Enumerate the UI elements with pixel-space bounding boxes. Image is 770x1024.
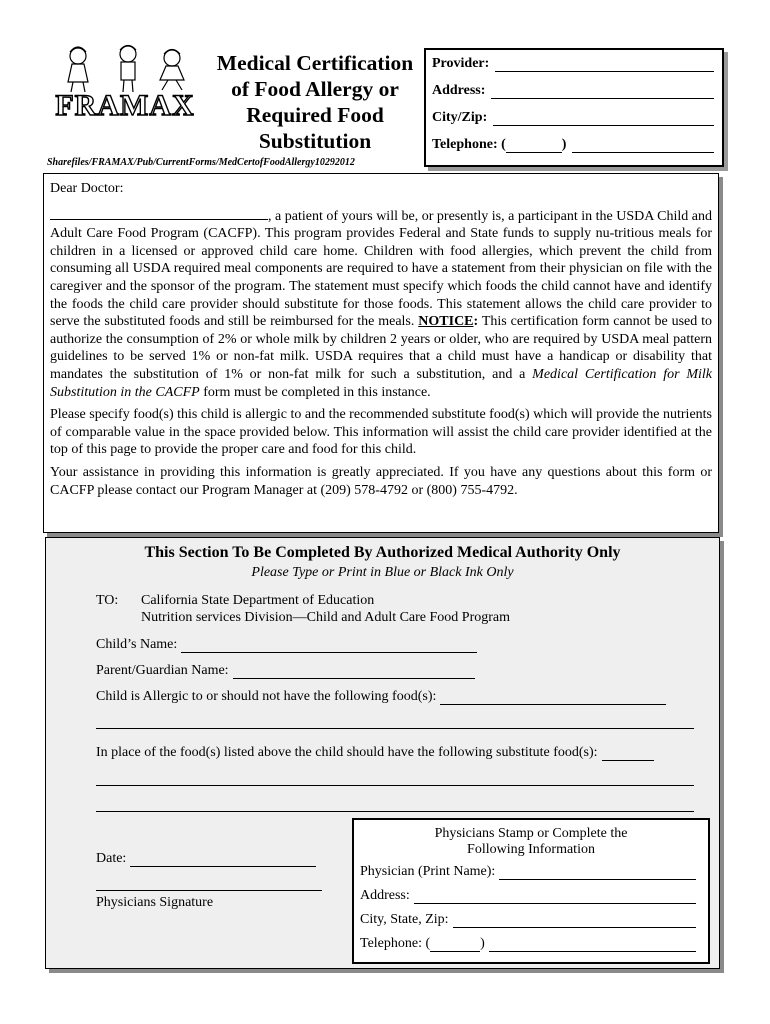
substitute-foods-line-2[interactable]	[96, 785, 694, 786]
provider-info-box	[424, 48, 724, 167]
letter-paragraph-1: , a patient of yours will be, or presently is, a participant in the USDA Child and Adult Care Food Program (CACFP). This program provides Federal and State funds to supply nu-tritious meals for children in a licensed or approved child care home. Children with food allergies, which prevent the child from consuming all USDA required meal components are required to have a statement from their physician on file with the caregiver and the sponsor of the program. The statement must specify which foods the child cannot have and identify the foods the child care provider should substitute for those foods. This statement allows the child care provider to serve the substituted foods and still be reimbursed for the meals. NOTICE: This certification form cannot be used to authorize the consumption of 2% or whole milk by children 2 years or older, who are required by USDA meal pattern guidelines to be served 1% or non-fat milk. USDA requires that a child must have a handicap or disability that mandates the substitution of 1% or non-fat milk for such a substitution, and a Medical Certification for Milk Substitution in the CACFP form must be completed in this instance.	[50, 208, 713, 400]
child-name-field[interactable]: Child’s Name:	[96, 637, 477, 653]
letter-paragraph-2: Please specify food(s) this child is allergic to and the recommended substitute food(s) which will provide the nutrients of comparable value in the space provided below. This information will assist the child care provider identified at the top of this page to provide the proper care and food for this child.	[50, 407, 712, 458]
letter-paragraph-3: Your assistance in providing this information is greatly appreciated. If you have any questions about this form or CACFP please contact our Program Manager at (209) 578-4792 or (800) 755-4792.	[50, 464, 712, 498]
form-title: Medical Certification of Food Allergy or Required Food Substitution	[216, 51, 414, 153]
greeting: Dear Doctor:	[50, 181, 124, 196]
date-field[interactable]: Date:	[96, 851, 316, 867]
physician-address-field[interactable]: Address:	[360, 888, 696, 904]
address-field[interactable]: Address:	[432, 83, 714, 99]
to-line-2: Nutrition services Division—Child and Adult Care Food Program	[141, 610, 511, 625]
allergic-foods-field[interactable]: Child is Allergic to or should not have the following food(s):	[96, 689, 666, 705]
physician-stamp-box	[352, 818, 710, 964]
patient-name-blank[interactable]	[50, 207, 268, 220]
section-subtitle: Please Type or Print in Blue or Black Ink Only	[251, 565, 514, 580]
signature-label: Physicians Signature	[96, 895, 214, 910]
physician-city-field[interactable]: City, State, Zip:	[360, 912, 696, 928]
section-title: This Section To Be Completed By Authorized Medical Authority Only	[144, 544, 621, 561]
notice-label: NOTICE	[418, 314, 474, 330]
parent-name-field[interactable]: Parent/Guardian Name:	[96, 663, 475, 679]
telephone-field[interactable]: Telephone: ( )	[432, 137, 714, 153]
substitute-foods-line-3[interactable]	[96, 811, 694, 812]
svg-text:FRAMAX: FRAMAX	[55, 89, 195, 122]
to-line-1: California State Department of Education	[141, 593, 375, 608]
to-label: TO:	[96, 593, 119, 608]
signature-line[interactable]	[96, 890, 322, 891]
allergic-foods-line-2[interactable]	[96, 728, 694, 729]
provider-field[interactable]: Provider:	[432, 56, 714, 72]
physician-telephone-field[interactable]: Telephone: ( )	[360, 936, 696, 952]
substitute-foods-field[interactable]: In place of the food(s) listed above the child should have the following substitute food(s):	[96, 745, 654, 761]
cityzip-field[interactable]: City/Zip:	[432, 110, 714, 126]
children-illustration-icon	[50, 42, 200, 122]
doctor-letter	[43, 173, 719, 533]
framax-logo	[50, 42, 200, 122]
physician-box-title: Physicians Stamp or Complete the Following Information	[434, 826, 628, 857]
physician-name-field[interactable]: Physician (Print Name):	[360, 864, 696, 880]
file-path: Sharefiles/FRAMAX/Pub/CurrentForms/MedCertofFoodAllergy10292012	[47, 157, 355, 168]
